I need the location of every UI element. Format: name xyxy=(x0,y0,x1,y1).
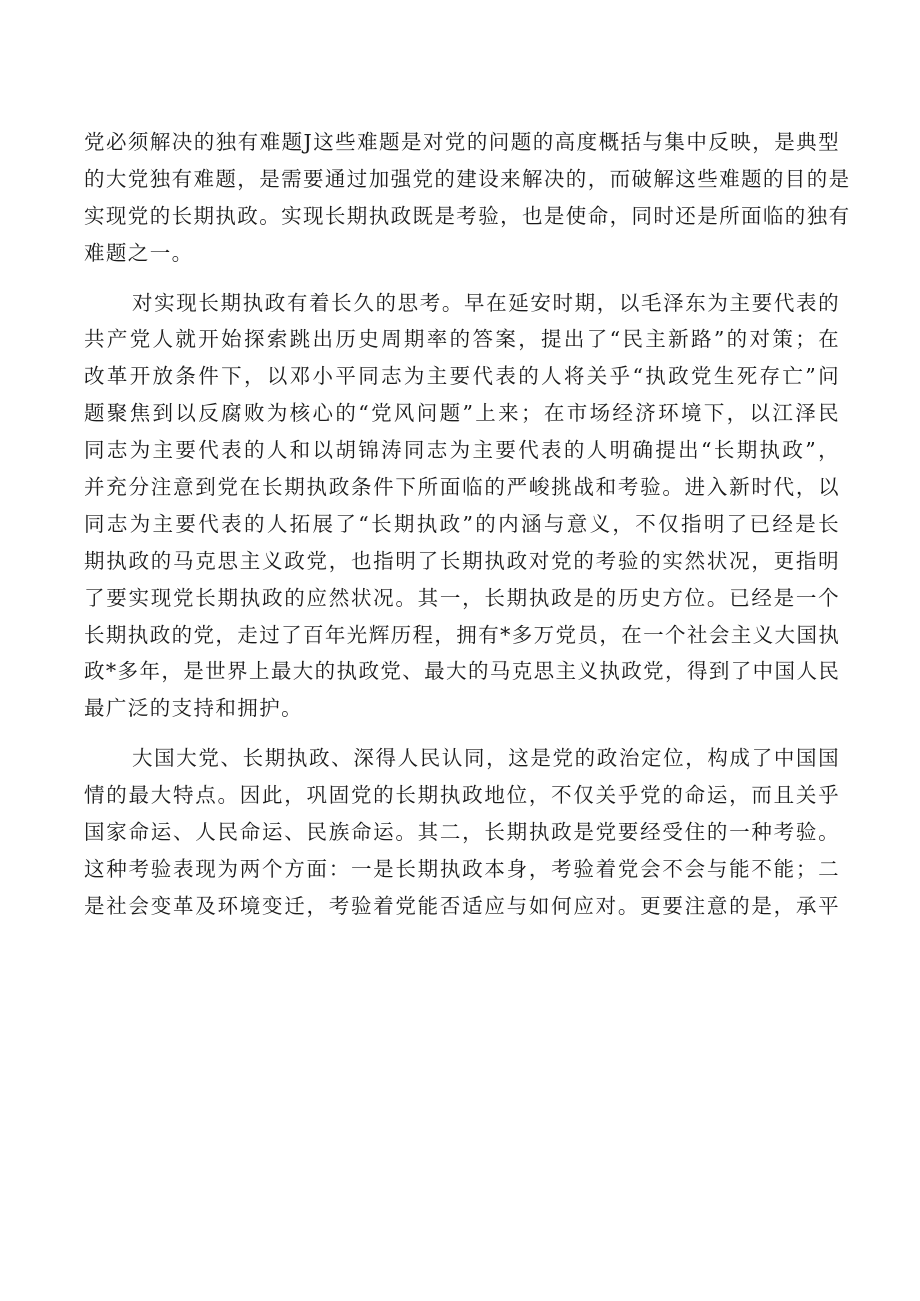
text-line: 并充分注意到党在长期执政条件下所面临的严峻挑战和考验。进入新时代，以 xyxy=(84,475,840,500)
text-line: 同志为主要代表的人和以胡锦涛同志为主要代表的人明确提出“长期执政”， xyxy=(84,438,840,463)
text-line: 共产党人就开始探索跳出历史周期率的答案，提出了“民主新路”的对策；在 xyxy=(84,327,840,352)
text-line: 实现党的长期执政。实现长期执政既是考验，也是使命，同时还是所面临的独有 xyxy=(84,203,851,228)
text-line: 改革开放条件下，以邓小平同志为主要代表的人将关乎“执政党生死存亡”问 xyxy=(84,364,840,389)
text-line: 政*多年，是世界上最大的执政党、最大的马克思主义执政党，得到了中国人民 xyxy=(84,659,841,684)
text-line: 题聚焦到以反腐败为核心的“党风问题”上来；在市场经济环境下，以江泽民 xyxy=(84,401,840,426)
text-line: 长期执政的党，走过了百年光辉历程，拥有*多万党员，在一个社会主义大国执 xyxy=(84,622,841,647)
text-line: 党必须解决的独有难题J这些难题是对党的问题的高度概括与集中反映，是典型 xyxy=(84,130,840,154)
text-line: 大国大党、长期执政、深得人民认同，这是党的政治定位，构成了中国国 xyxy=(132,746,840,771)
text-line: 情的最大特点。因此，巩固党的长期执政地位，不仅关乎党的命运，而且关乎 xyxy=(84,783,840,808)
text-line: 最广泛的支持和拥护。 xyxy=(84,696,303,721)
document-body xyxy=(84,124,851,938)
text-line: 对实现长期执政有着长久的思考。早在延安时期，以毛泽东为主要代表的 xyxy=(132,290,840,315)
paragraph-1 xyxy=(84,124,851,272)
text-line: 的大党独有难题，是需要通过加强党的建设来解决的，而破解这些难题的目的是 xyxy=(84,166,851,191)
text-line: 这种考验表现为两个方面：一是长期执政本身，考验着党会不会与能不能；二 xyxy=(84,856,840,881)
text-line: 了要实现党长期执政的应然状况。其一，长期执政是的历史方位。已经是一个 xyxy=(84,585,840,610)
text-line: 难题之一。 xyxy=(84,240,194,265)
paragraph-2 xyxy=(84,285,840,728)
text-line: 期执政的马克思主义政党，也指明了长期执政对党的考验的实然状况，更指明 xyxy=(84,548,840,573)
text-line: 是社会变革及环境变迁，考验着党能否适应与如何应对。更要注意的是，承平 xyxy=(84,893,840,918)
text-line: 国家命运、人民命运、民族命运。其二，长期执政是党要经受住的一种考验。 xyxy=(84,820,840,845)
paragraph-3 xyxy=(84,740,840,924)
text-line: 同志为主要代表的人拓展了“长期执政”的内涵与意义，不仅指明了已经是长 xyxy=(84,511,840,536)
